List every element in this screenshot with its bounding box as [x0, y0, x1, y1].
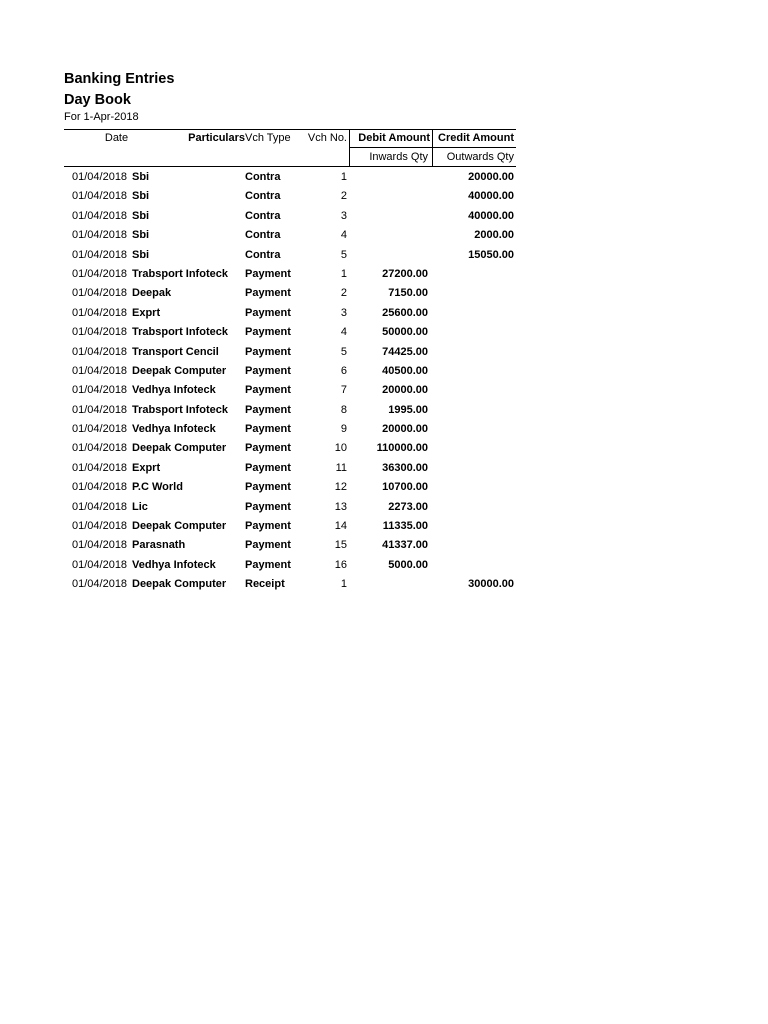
cell-debit: 5000.00 — [388, 558, 428, 571]
cell-vch-type: Payment — [245, 306, 291, 319]
cell-credit: 40000.00 — [468, 209, 514, 222]
cell-particulars: Exprt — [132, 306, 161, 319]
cell-vch-no: 15 — [334, 539, 347, 552]
cell-vch-type: Contra — [245, 248, 281, 261]
table-row — [64, 517, 516, 536]
cell-vch-type: Payment — [245, 384, 291, 397]
cell-debit: 20000.00 — [382, 384, 428, 397]
column-header-vch-no: Vch No. — [307, 132, 347, 144]
cell-debit: 40500.00 — [382, 364, 428, 377]
table-row — [64, 420, 516, 439]
cell-vch-type: Payment — [245, 423, 291, 436]
table-row — [64, 381, 516, 400]
company-name: Banking Entries — [64, 71, 175, 87]
cell-vch-no: 3 — [340, 306, 347, 319]
cell-credit: 20000.00 — [468, 171, 514, 183]
cell-vch-type: Payment — [245, 500, 291, 513]
cell-particulars: Deepak Computer — [132, 520, 227, 533]
cell-vch-type: Payment — [245, 403, 291, 416]
cell-debit: 27200.00 — [382, 267, 428, 280]
table-row — [64, 265, 516, 284]
column-header-debit: Debit Amount — [358, 132, 430, 144]
cell-date: 01/04/2018 — [72, 403, 128, 416]
cell-debit: 110000.00 — [376, 442, 428, 455]
column-header-inwards-qty: Inwards Qty — [369, 151, 428, 163]
cell-particulars: Trabsport Infoteck — [132, 326, 228, 339]
cell-vch-type: Payment — [245, 520, 291, 533]
cell-vch-no: 1 — [340, 171, 347, 183]
column-header-outwards-qty: Outwards Qty — [446, 151, 514, 163]
table-row — [64, 536, 516, 555]
cell-particulars: Vedhya Infoteck — [132, 384, 216, 397]
header-top-rule — [64, 129, 516, 130]
cell-vch-type: Contra — [245, 171, 281, 183]
cell-debit: 74425.00 — [382, 345, 428, 358]
cell-vch-no: 5 — [340, 248, 347, 261]
cell-particulars: Sbi — [132, 248, 150, 261]
table-row — [64, 478, 516, 497]
cell-date: 01/04/2018 — [72, 345, 128, 358]
cell-date: 01/04/2018 — [72, 287, 128, 300]
cell-date: 01/04/2018 — [72, 364, 128, 377]
cell-particulars: Deepak Computer — [132, 364, 227, 377]
cell-vch-type: Payment — [245, 287, 291, 300]
cell-date: 01/04/2018 — [72, 461, 128, 474]
cell-debit: 11335.00 — [382, 520, 428, 533]
cell-date: 01/04/2018 — [72, 500, 128, 513]
cell-vch-type: Payment — [245, 558, 291, 571]
cell-date: 01/04/2018 — [72, 384, 128, 397]
table-row — [64, 575, 516, 594]
cell-date: 01/04/2018 — [72, 539, 128, 552]
cell-date: 01/04/2018 — [72, 442, 128, 455]
cell-date: 01/04/2018 — [72, 326, 128, 339]
cell-vch-no: 12 — [334, 481, 347, 494]
cell-vch-no: 16 — [334, 558, 347, 571]
table-row — [64, 168, 516, 187]
cell-particulars: Trabsport Infoteck — [132, 403, 228, 416]
cell-date: 01/04/2018 — [72, 558, 128, 571]
table-row — [64, 498, 516, 517]
cell-credit: 30000.00 — [468, 578, 514, 591]
cell-credit: 40000.00 — [468, 190, 514, 203]
cell-particulars: Sbi — [132, 229, 150, 242]
cell-date: 01/04/2018 — [72, 520, 128, 533]
cell-debit: 25600.00 — [382, 306, 428, 319]
table-row — [64, 323, 516, 342]
column-header-date: Date — [104, 132, 129, 144]
cell-vch-type: Contra — [245, 190, 281, 203]
cell-particulars: P.C World — [132, 481, 183, 494]
cell-particulars: Trabsport Infoteck — [132, 267, 228, 280]
cell-date: 01/04/2018 — [72, 229, 128, 242]
cell-vch-no: 2 — [340, 190, 347, 203]
cell-particulars: Vedhya Infoteck — [132, 558, 216, 571]
cell-vch-type: Payment — [245, 481, 291, 494]
cell-date: 01/04/2018 — [72, 209, 128, 222]
cell-credit: 2000.00 — [474, 229, 514, 242]
cell-vch-no: 9 — [340, 423, 347, 436]
cell-particulars: Vedhya Infoteck — [132, 423, 216, 436]
cell-date: 01/04/2018 — [72, 171, 128, 183]
cell-date: 01/04/2018 — [72, 267, 128, 280]
cell-debit: 36300.00 — [382, 461, 428, 474]
cell-vch-no: 4 — [340, 229, 347, 242]
table-row — [64, 207, 516, 226]
table-row — [64, 226, 516, 245]
cell-particulars: Transport Cencil — [132, 345, 219, 358]
cell-date: 01/04/2018 — [72, 481, 128, 494]
cell-vch-type: Payment — [245, 345, 291, 358]
table-row — [64, 459, 516, 478]
cell-vch-no: 11 — [335, 461, 347, 474]
cell-vch-no: 3 — [340, 209, 347, 222]
cell-vch-no: 14 — [334, 520, 347, 533]
cell-particulars: Sbi — [132, 190, 150, 203]
cell-vch-no: 2 — [340, 287, 347, 300]
table-row — [64, 556, 516, 575]
cell-vch-type: Payment — [245, 326, 291, 339]
cell-vch-type: Contra — [245, 229, 281, 242]
cell-date: 01/04/2018 — [72, 190, 128, 203]
cell-vch-no: 10 — [334, 442, 347, 455]
cell-date: 01/04/2018 — [72, 578, 128, 591]
cell-vch-no: 7 — [340, 384, 347, 397]
report-period: For 1-Apr-2018 — [64, 111, 139, 123]
cell-date: 01/04/2018 — [72, 423, 128, 436]
cell-credit: 15050.00 — [468, 248, 514, 261]
cell-debit: 50000.00 — [382, 326, 428, 339]
cell-particulars: Sbi — [132, 209, 150, 222]
column-header-credit: Credit Amount — [438, 132, 514, 144]
column-header-vch-type: Vch Type — [245, 132, 291, 144]
cell-particulars: Deepak Computer — [132, 578, 227, 591]
cell-vch-no: 6 — [340, 364, 347, 377]
cell-particulars: Deepak Computer — [132, 442, 227, 455]
cell-vch-no: 1 — [340, 267, 347, 280]
cell-debit: 41337.00 — [382, 539, 428, 552]
cell-debit: 1995.00 — [388, 403, 428, 416]
column-header-particulars: Particulars — [188, 132, 245, 144]
cell-vch-no: 4 — [340, 326, 347, 339]
table-row — [64, 246, 516, 265]
cell-vch-type: Payment — [245, 442, 291, 455]
cell-debit: 10700.00 — [382, 481, 428, 494]
cell-vch-type: Payment — [245, 267, 291, 280]
cell-particulars: Deepak — [132, 287, 172, 300]
day-book-table — [64, 168, 516, 595]
table-row — [64, 284, 516, 303]
table-row — [64, 343, 516, 362]
cell-date: 01/04/2018 — [72, 306, 128, 319]
cell-vch-type: Receipt — [245, 578, 285, 591]
cell-date: 01/04/2018 — [72, 248, 128, 261]
cell-vch-no: 5 — [340, 345, 347, 358]
cell-debit: 2273.00 — [388, 500, 428, 513]
cell-vch-type: Payment — [245, 364, 291, 377]
report-title: Day Book — [64, 92, 131, 108]
cell-particulars: Exprt — [132, 461, 161, 474]
cell-debit: 20000.00 — [382, 423, 428, 436]
cell-vch-type: Payment — [245, 539, 291, 552]
header-bottom-rule — [64, 166, 516, 167]
cell-particulars: Sbi — [132, 171, 150, 183]
table-row — [64, 439, 516, 458]
cell-particulars: Parasnath — [132, 539, 186, 552]
table-row — [64, 362, 516, 381]
table-row — [64, 187, 516, 206]
table-row — [64, 304, 516, 323]
cell-vch-no: 8 — [340, 403, 347, 416]
cell-vch-no: 1 — [340, 578, 347, 591]
cell-particulars: Lic — [132, 500, 148, 513]
cell-debit: 7150.00 — [388, 287, 428, 300]
cell-vch-type: Payment — [245, 461, 291, 474]
cell-vch-no: 13 — [334, 500, 347, 513]
cell-vch-type: Contra — [245, 209, 281, 222]
table-row — [64, 401, 516, 420]
